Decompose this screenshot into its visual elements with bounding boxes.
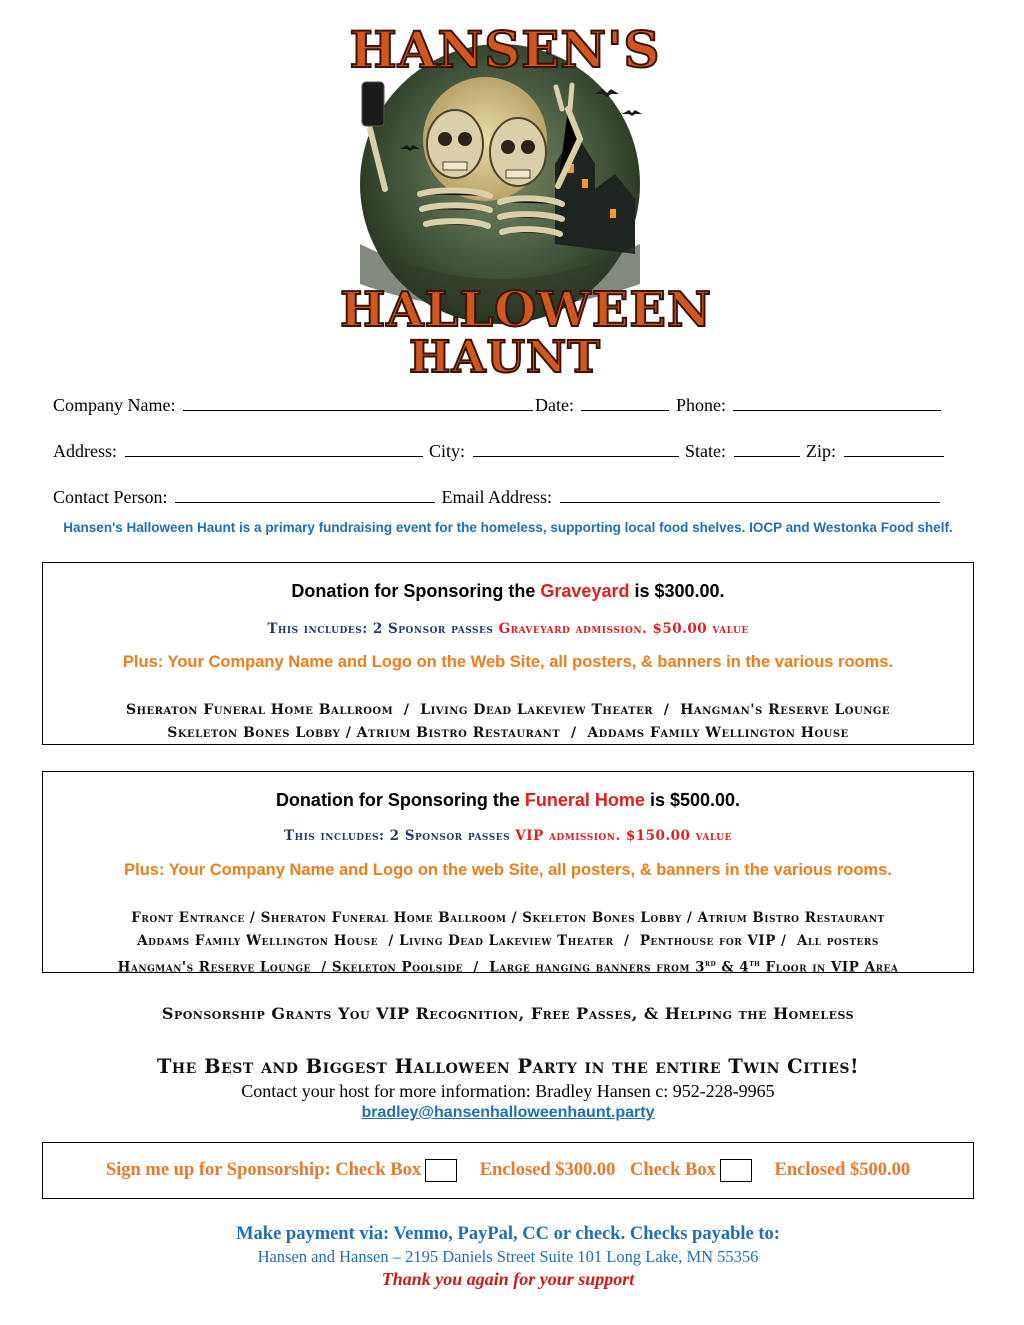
graveyard-rooms-list [43,699,973,744]
haunt-logo [340,14,712,383]
funeral-home-plus-benefits: Plus: Your Company Name and Logo on the web Site, all posters, & banners in the various rooms. [124,861,892,879]
zip-field[interactable] [844,440,944,457]
payment-methods: Make payment via: Venmo, PayPal, CC or check. Checks payable to: [236,1224,780,1244]
address-label: Address: [53,441,117,461]
sponsorship-benefits-tagline: Sponsorship Grants You VIP Recognition, Free Passes, & Helping the Homeless [161,1004,855,1023]
company-name-label: Company Name: [53,395,176,415]
checkbox-500[interactable] [720,1159,752,1182]
host-email-link[interactable]: bradley@hansenhalloweenhaunt.party [361,1104,655,1121]
graveyard-plus-benefits: Plus: Your Company Name and Logo on the Web Site, all posters, & banners in the various rooms. [122,653,894,671]
email-address-label: Email Address: [441,487,552,507]
signup-row [43,1159,973,1182]
payment-address: Hansen and Hansen – 2195 Daniels Street Suite 101 Long Lake, MN 55356 [257,1247,759,1266]
funeral-home-highlight: Funeral Home [524,790,645,810]
contact-person-field[interactable] [175,486,435,503]
city-label: City: [429,441,466,461]
logo-title-haunt: HAUNT [408,332,602,383]
phone-label: Phone: [675,395,726,415]
option-500-label: Enclosed $500.00 [774,1159,911,1180]
signup-label: Sign me up for Sponsorship: Check Box [105,1159,422,1180]
funeral-home-includes: This includes: 2 Sponsor passes VIP admission. $150.00 value [284,828,732,844]
vip-admission-value: VIP admission. $150.00 value [515,828,732,844]
zip-label: Zip: [806,441,837,461]
company-name-field[interactable] [183,394,533,411]
funeral-home-sponsorship-box [42,771,974,976]
graveyard-admission-value: Graveyard admission. $50.00 value [498,621,749,637]
graveyard-rooms-line: Skeleton Bones Lobby / Atrium Bistro Restaurant / Addams Family Wellington House [167,724,849,741]
city-field[interactable] [473,440,679,457]
graveyard-donation-heading: Donation for Sponsoring the Graveyard is $300.00. [291,581,725,601]
host-contact-info: Contact your host for more information: Bradley Hansen c: 952-228-9965 [241,1081,775,1101]
date-label: Date: [534,395,574,415]
option-300-label: Enclosed $300.00 [479,1159,616,1180]
graveyard-sponsorship-box [42,562,974,745]
form-row-contact [53,486,942,510]
logo-title-hansens: HANSEN'S [349,20,661,79]
logo-title-halloween: HALLOWEEN [340,282,712,338]
best-party-tagline: The Best and Biggest Halloween Party in the entire Twin Cities! [156,1055,860,1078]
fundraising-note: Hansen's Halloween Haunt is a primary fundraising event for the homeless, supporting local food shelves. IOCP and Westonka Food shelf. [63,520,953,535]
form-row-company [53,394,943,418]
funeral-home-rooms-line: Addams Family Wellington House / Living Dead Lakeview Theater / Penthouse for VIP / All posters [137,932,879,949]
graveyard-rooms-line: Sheraton Funeral Home Ballroom / Living Dead Lakeview Theater / Hangman's Reserve Lounge [125,702,891,718]
state-field[interactable] [734,440,800,457]
email-link-wrapper [0,1104,1016,1122]
check-box-label-500: Check Box [630,1159,716,1180]
graveyard-highlight: Graveyard [540,581,630,601]
form-row-address [53,440,946,464]
graveyard-includes: This includes: 2 Sponsor passes Graveyard admission. $50.00 value [267,621,749,637]
state-label: State: [685,441,727,461]
funeral-home-rooms-line: Hangman's Reserve Lounge / Skeleton Poolside / Large hanging banners from 3rd & 4th Floor in VIP Area [117,958,899,976]
date-field[interactable] [581,394,669,411]
contact-person-label: Contact Person: [53,487,168,507]
signup-box [42,1142,974,1199]
thank-you-message: Thank you again for your support [381,1269,635,1289]
email-address-field[interactable] [560,486,940,503]
address-field[interactable] [125,440,423,457]
funeral-home-rooms-list [43,907,973,979]
funeral-home-rooms-line: Front Entrance / Sheraton Funeral Home Ballroom / Skeleton Bones Lobby / Atrium Bistro Restaurant [131,910,885,926]
checkbox-300[interactable] [425,1159,457,1182]
funeral-home-donation-heading: Donation for Sponsoring the Funeral Home is $500.00. [275,790,741,810]
phone-field[interactable] [733,394,941,411]
